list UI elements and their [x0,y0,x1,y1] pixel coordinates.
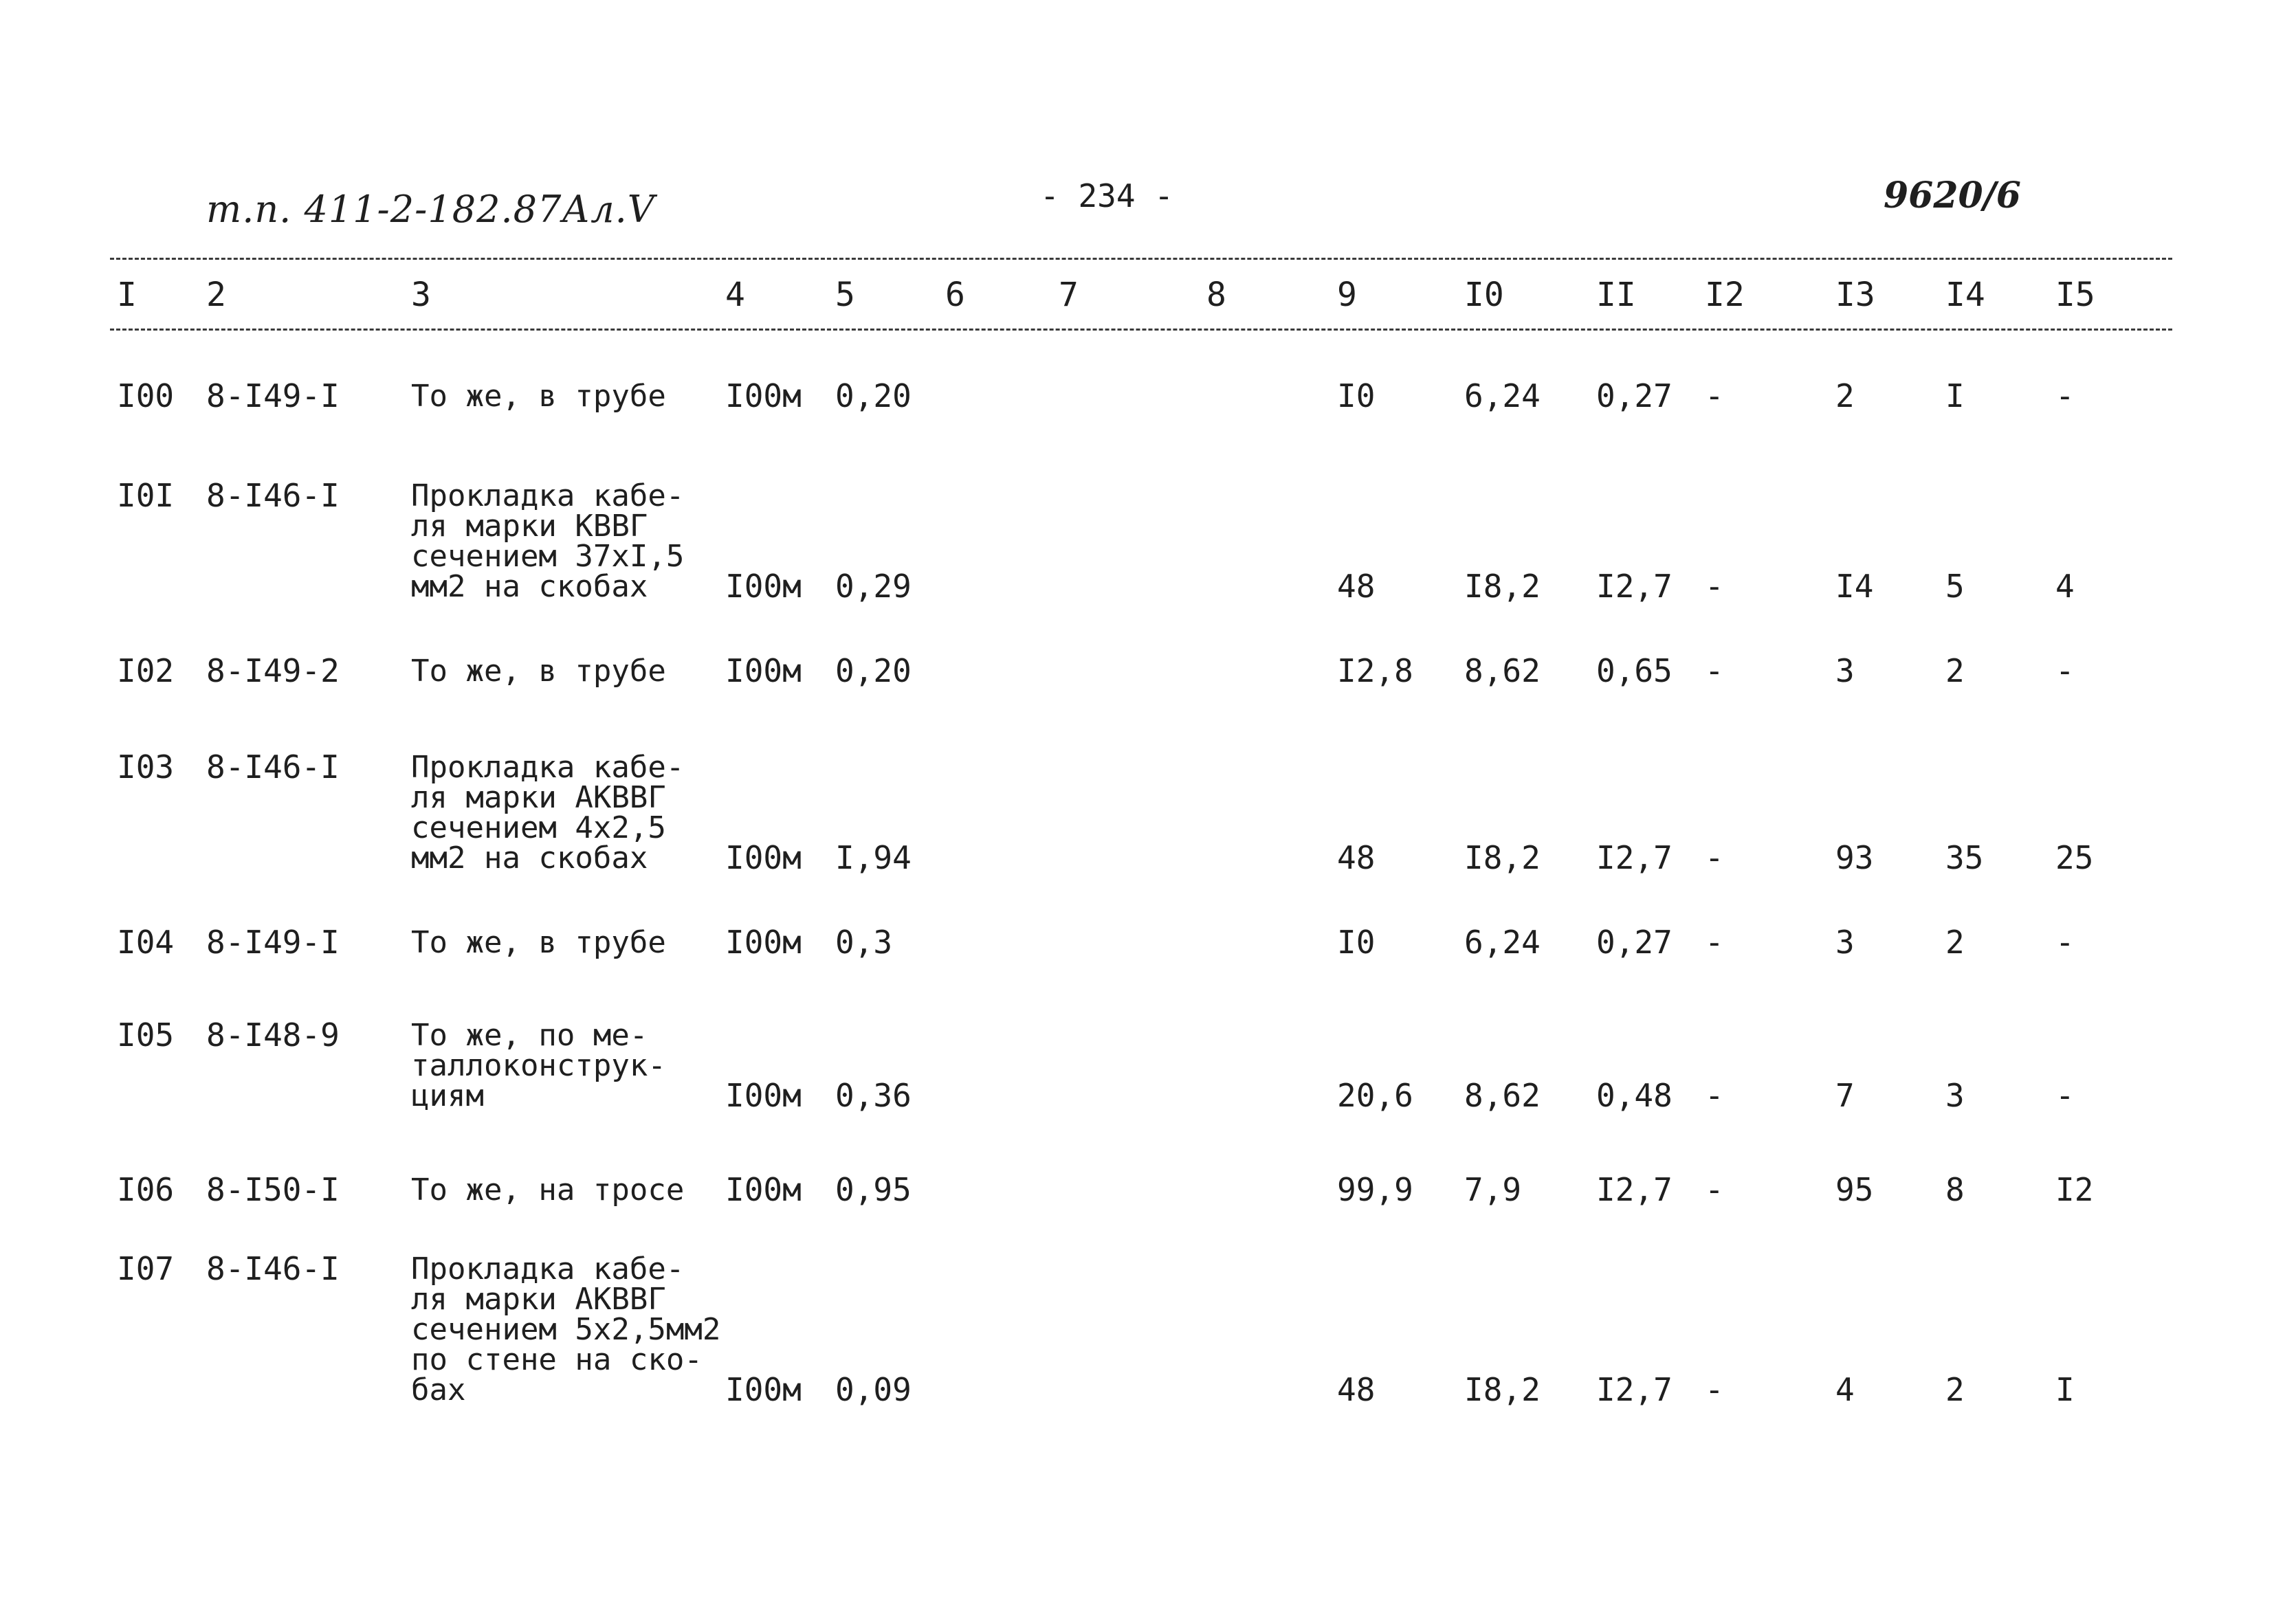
value-col-13: 3 [1835,652,1855,689]
value-col-10: 7,9 [1464,1171,1522,1208]
column-number-4: 4 [725,276,745,314]
column-number-11: II [1596,276,1636,314]
row-number: I05 [117,1016,175,1054]
value-col-11: 0,27 [1596,924,1673,961]
row-number: I03 [117,748,175,786]
value-col-10: 8,62 [1464,652,1541,689]
norm-code: 8-I49-I [206,924,340,961]
column-number-10: I0 [1464,276,1504,314]
value-col-12: - [1705,1371,1724,1408]
description-line: Прокладка кабе- [411,750,685,785]
header-rule-bottom [110,329,2172,331]
work-description [411,925,666,960]
description-line: Прокладка кабе- [411,478,685,513]
header-rule-top [110,258,2172,260]
value-col-15: 25 [2055,839,2094,876]
value-col-14: I [1945,377,1965,414]
description-line: То же, в трубе [411,654,666,689]
page-number: - 234 - [1040,177,1173,214]
column-number-15: I5 [2055,276,2095,314]
document-code: 9620/6 [1884,175,2021,216]
work-description [411,1018,666,1113]
value-col-15: - [2055,377,2075,414]
value-col-13: 4 [1835,1371,1855,1408]
description-line: То же, по ме- [411,1018,648,1053]
value-col-15: I [2055,1371,2075,1408]
row-number: I00 [117,377,175,414]
column-number-7: 7 [1059,276,1079,314]
work-description [411,381,666,412]
unit-of-measure: I00м [725,568,802,605]
value-col-13: 95 [1835,1171,1874,1208]
description-line: сечением 5х2,5мм2 [411,1312,721,1347]
value-col-9: I0 [1337,924,1376,961]
norm-code: 8-I50-I [206,1171,340,1208]
value-col-14: 2 [1945,1371,1965,1408]
value-col-11: 0,27 [1596,377,1673,414]
norm-code: 8-I49-I [206,377,340,414]
description-line: сечением 37хI,5 [411,539,685,574]
value-col-9: 48 [1337,1371,1376,1408]
row-number: I04 [117,924,175,961]
value-col-15: - [2055,924,2075,961]
value-col-10: 6,24 [1464,924,1541,961]
value-col-14: 8 [1945,1171,1965,1208]
row-number: I0I [117,477,175,514]
description-line: сечением 4х2,5 [411,810,666,845]
value-col-15: - [2055,652,2075,689]
unit-of-measure: I00м [725,1171,802,1208]
column-number-3: 3 [411,276,431,314]
value-col-14: 5 [1945,568,1965,605]
value-col-15: 4 [2055,568,2075,605]
value-col-11: 0,48 [1596,1077,1673,1114]
value-col-9: 48 [1337,568,1376,605]
value-col-13: 93 [1835,839,1874,876]
unit-of-measure: I00м [725,1371,802,1408]
value-col-10: I8,2 [1464,839,1541,876]
row-number: I06 [117,1171,175,1208]
quantity: 0,09 [835,1371,912,1408]
value-col-12: - [1705,924,1724,961]
unit-of-measure: I00м [725,839,802,876]
value-col-12: - [1705,377,1724,414]
value-col-12: - [1705,839,1724,876]
value-col-10: 6,24 [1464,377,1541,414]
value-col-12: - [1705,1171,1724,1208]
work-description [411,656,666,687]
work-description [411,478,685,604]
value-col-12: - [1705,1077,1724,1114]
column-number-1: I [117,276,137,314]
value-col-15: I2 [2055,1171,2094,1208]
value-col-11: I2,7 [1596,1371,1673,1408]
value-col-9: 20,6 [1337,1077,1413,1114]
value-col-9: 99,9 [1337,1171,1413,1208]
unit-of-measure: I00м [725,377,802,414]
work-description [411,1252,721,1408]
value-col-9: I2,8 [1337,652,1413,689]
description-line: ля марки АКВВГ [411,780,666,815]
norm-code: 8-I48-9 [206,1016,340,1054]
column-number-2: 2 [206,276,226,314]
row-number: I02 [117,652,175,689]
description-line: То же, в трубе [411,925,666,960]
column-number-6: 6 [945,276,965,314]
value-col-14: 2 [1945,652,1965,689]
description-line: ля марки КВВГ [411,509,648,544]
column-number-14: I4 [1945,276,1985,314]
value-col-10: I8,2 [1464,1371,1541,1408]
description-line: мм2 на скобах [411,841,648,876]
value-col-11: I2,7 [1596,568,1673,605]
value-col-11: I2,7 [1596,1171,1673,1208]
column-number-13: I3 [1835,276,1875,314]
description-line: по стене на ско- [411,1342,703,1377]
value-col-11: I2,7 [1596,839,1673,876]
norm-code: 8-I46-I [206,1250,340,1287]
norm-code: 8-I46-I [206,748,340,786]
quantity: I,94 [835,839,912,876]
value-col-10: 8,62 [1464,1077,1541,1114]
description-line: То же, на тросе [411,1172,685,1208]
column-number-5: 5 [835,276,855,314]
description-line: мм2 на скобах [411,569,648,604]
value-col-15: - [2055,1077,2075,1114]
value-col-14: 3 [1945,1077,1965,1114]
quantity: 0,3 [835,924,893,961]
description-line: таллоконструк- [411,1048,666,1083]
value-col-9: 48 [1337,839,1376,876]
unit-of-measure: I00м [725,924,802,961]
quantity: 0,95 [835,1171,912,1208]
description-line: циям [411,1078,484,1113]
value-col-10: I8,2 [1464,568,1541,605]
quantity: 0,36 [835,1077,912,1114]
value-col-12: - [1705,652,1724,689]
document-reference: т.п. 411-2-182.87Ал.V [206,188,655,231]
quantity: 0,20 [835,377,912,414]
column-number-8: 8 [1206,276,1226,314]
unit-of-measure: I00м [725,1077,802,1114]
norm-code: 8-I46-I [206,477,340,514]
value-col-12: - [1705,568,1724,605]
description-line: ля марки АКВВГ [411,1282,666,1317]
value-col-14: 35 [1945,839,1984,876]
value-col-11: 0,65 [1596,652,1673,689]
unit-of-measure: I00м [725,652,802,689]
quantity: 0,29 [835,568,912,605]
quantity: 0,20 [835,652,912,689]
row-number: I07 [117,1250,175,1287]
work-description [411,1172,685,1208]
norm-code: 8-I49-2 [206,652,340,689]
column-number-9: 9 [1337,276,1357,314]
value-col-13: 7 [1835,1077,1855,1114]
value-col-13: 2 [1835,377,1855,414]
value-col-14: 2 [1945,924,1965,961]
work-description [411,750,685,876]
column-number-12: I2 [1705,276,1745,314]
description-line: Прокладка кабе- [411,1252,685,1287]
value-col-13: 3 [1835,924,1855,961]
value-col-13: I4 [1835,568,1874,605]
description-line: То же, в трубе [411,379,666,414]
value-col-9: I0 [1337,377,1376,414]
description-line: бах [411,1372,466,1408]
